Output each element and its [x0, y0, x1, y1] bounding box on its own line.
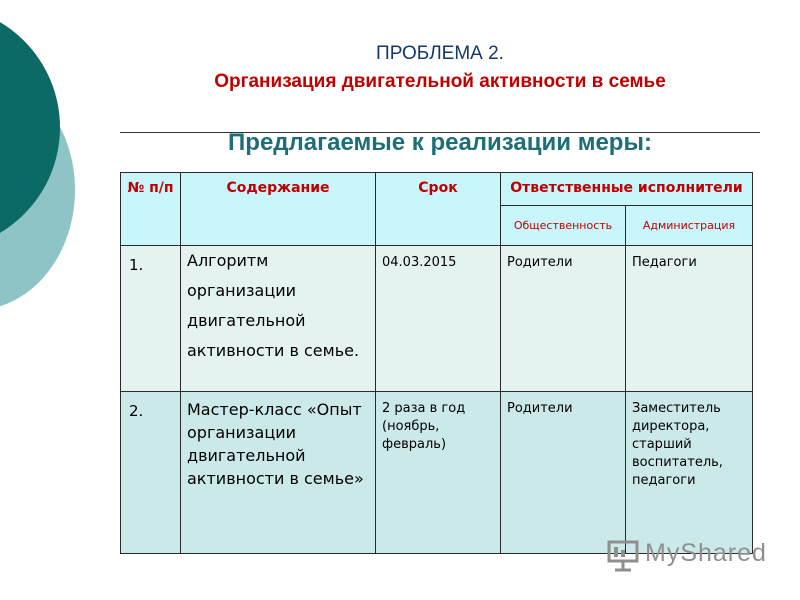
row-content: Мастер-класс «Опыт организации двигательной активности в семье»	[181, 391, 376, 553]
table-row	[121, 391, 753, 553]
row-public: Родители	[501, 245, 626, 391]
header-responsible: Ответственные исполнители	[501, 173, 753, 206]
table-row	[121, 245, 753, 391]
row-content: Алгоритм организации двигательной активности в семье.	[181, 245, 376, 391]
row-term: 2 раза в год (ноябрь, февраль)	[376, 391, 501, 553]
presentation-board-icon	[605, 537, 641, 573]
row-num: 2.	[121, 391, 181, 553]
row-term: 04.03.2015	[376, 245, 501, 391]
header-public: Общественность	[501, 205, 626, 245]
row-num: 1.	[121, 245, 181, 391]
table-header-row	[121, 173, 753, 206]
measures-table	[120, 172, 753, 554]
measures-subtitle: Предлагаемые к реализации меры:	[228, 129, 652, 156]
problem-topic: Организация двигательной активности в семье	[214, 71, 666, 92]
watermark-text: MyShared	[645, 539, 767, 567]
header-num: № п/п	[121, 173, 181, 246]
header-term: Срок	[376, 173, 501, 246]
row-administration: Педагоги	[626, 245, 753, 391]
watermark-logo	[605, 535, 765, 577]
header-content: Содержание	[181, 173, 376, 246]
row-administration: Заместитель директора, старший воспитатель, педагоги	[626, 391, 753, 553]
problem-title: ПРОБЛЕМА 2.	[376, 43, 504, 64]
row-public: Родители	[501, 391, 626, 553]
header-administration: Администрация	[626, 205, 753, 245]
